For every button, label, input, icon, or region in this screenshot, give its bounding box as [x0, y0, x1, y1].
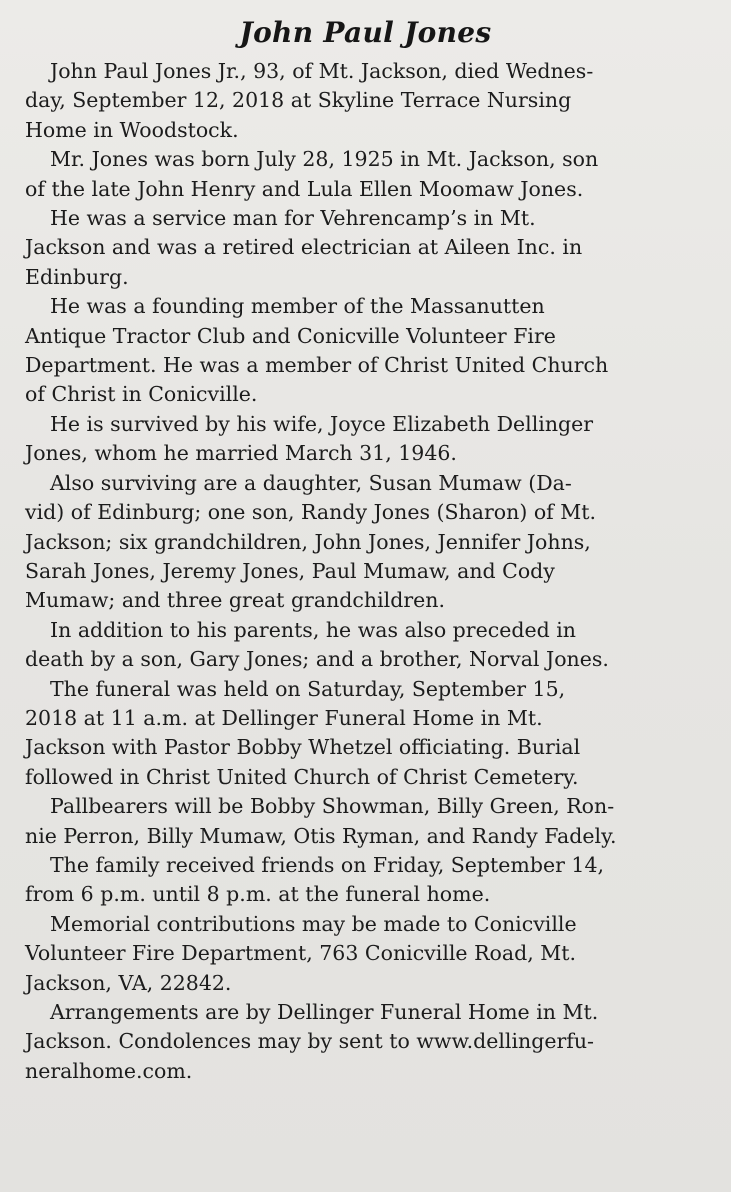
obituary-paragraph: [25, 204, 709, 292]
text-line: neralhome.com.: [25, 1058, 193, 1083]
text-line: Pallbearers will be Bobby Showman, Billy Green, Ron-: [50, 794, 615, 819]
text-line: Jones, whom he married March 31, 1946.: [25, 441, 457, 466]
text-line: Home in Woodstock.: [25, 117, 239, 142]
text-line: Jackson; six grandchildren, John Jones, Jennifer Johns,: [25, 529, 591, 554]
obituary-paragraph: [25, 57, 709, 145]
text-line: Jackson and was a retired electrician at Aileen Inc. in: [25, 235, 583, 260]
text-line: Volunteer Fire Department, 763 Conicville Road, Mt.: [25, 941, 576, 966]
text-line: Memorial contributions may be made to Conicville: [50, 911, 577, 936]
text-line: nie Perron, Billy Mumaw, Otis Ryman, and Randy Fadely.: [25, 823, 617, 848]
text-line: He was a service man for Vehrencamp’s in Mt.: [50, 206, 536, 231]
text-line: The family received friends on Friday, September 14,: [50, 852, 605, 877]
text-line: day, September 12, 2018 at Skyline Terrace Nursing: [25, 88, 572, 113]
text-line: from 6 p.m. until 8 p.m. at the funeral home.: [25, 882, 491, 907]
obituary-paragraph: [25, 998, 709, 1086]
text-line: of Christ in Conicville.: [25, 382, 258, 407]
text-line: Arrangements are by Dellinger Funeral Home in Mt.: [50, 1000, 599, 1024]
text-line: Also surviving are a daughter, Susan Mumaw (Da-: [50, 470, 572, 495]
text-line: He was a founding member of the Massanutten: [50, 294, 545, 319]
text-line: Jackson with Pastor Bobby Whetzel officiating. Burial: [25, 735, 581, 760]
obituary-title: John Paul Jones: [239, 16, 492, 49]
obituary-paragraph: [25, 410, 709, 469]
text-line: Sarah Jones, Jeremy Jones, Paul Mumaw, and Cody: [25, 558, 555, 583]
obituary-paragraph: [25, 469, 709, 616]
obituary-paragraph: [25, 910, 709, 998]
text-line: vid) of Edinburg; one son, Randy Jones (Sharon) of Mt.: [25, 500, 597, 525]
text-line: Edinburg.: [25, 264, 129, 289]
obituary-paragraph: [25, 616, 709, 675]
text-line: Antique Tractor Club and Conicville Volunteer Fire: [25, 323, 556, 348]
text-line: In addition to his parents, he was also preceded in: [50, 617, 576, 642]
obituary-paragraph: [25, 675, 709, 793]
obituary-paragraph: [25, 145, 709, 204]
text-line: death by a son, Gary Jones; and a brother, Norval Jones.: [25, 647, 609, 672]
text-line: Jackson, VA, 22842.: [25, 970, 232, 995]
text-line: He is survived by his wife, Joyce Elizabeth Dellinger: [50, 411, 594, 436]
text-line: followed in Christ United Church of Christ Cemetery.: [25, 764, 579, 789]
text-line: John Paul Jones Jr., 93, of Mt. Jackson, died Wednes-: [50, 59, 594, 83]
obituary-body: [25, 57, 709, 1086]
text-line: 2018 at 11 a.m. at Dellinger Funeral Home in Mt.: [25, 705, 543, 730]
text-line: Mr. Jones was born July 28, 1925 in Mt. Jackson, son: [50, 147, 599, 172]
text-line: The funeral was held on Saturday, September 15,: [50, 676, 566, 701]
text-line: of the late John Henry and Lula Ellen Moomaw Jones.: [25, 176, 584, 201]
obituary-paragraph: [25, 292, 709, 410]
text-line: Jackson. Condolences may by sent to www.dellingerfu-: [25, 1029, 594, 1054]
text-line: Mumaw; and three great grandchildren.: [25, 588, 445, 613]
obituary-paragraph: [25, 851, 709, 910]
obituary-paragraph: [25, 792, 709, 851]
text-line: Department. He was a member of Christ United Church: [25, 353, 609, 378]
